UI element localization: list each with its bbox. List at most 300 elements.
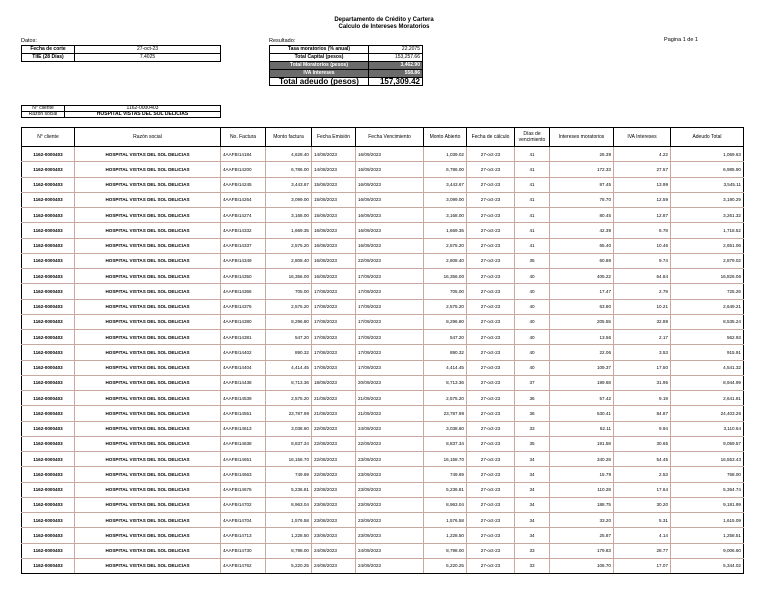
cell-dias-vencimiento: 36 — [515, 406, 550, 421]
cell-no-factura: 4AAFBI14380 — [221, 314, 266, 329]
cell-fecha-calculo: 27-oct-23 — [467, 360, 515, 375]
cell-monto-factura: 16,158.70 — [266, 452, 312, 467]
cell-fecha-emision: 23/08/2023 — [312, 497, 356, 512]
cell-monto-abierto: 8,713.36 — [424, 375, 467, 390]
cell-iva-intereses: 17.07 — [614, 558, 671, 573]
cell-monto-abierto: 547.20 — [424, 330, 467, 345]
cell-fecha-calculo: 27-oct-23 — [467, 467, 515, 482]
cell-intereses-moratorios: 405.22 — [550, 269, 614, 284]
cell-monto-abierto: 8,296.80 — [424, 314, 467, 329]
cell-iva-intereses: 32.89 — [614, 314, 671, 329]
cell-intereses-moratorios: 191.58 — [550, 436, 614, 451]
cell-fecha-emision: 17/08/2023 — [312, 299, 356, 314]
cell-fecha-vencimiento: 23/09/2023 — [356, 467, 424, 482]
razon-social-value: HOSPITAL VISTAS DEL SOL DELICIAS — [65, 112, 221, 118]
cell-razon-social: HOSPITAL VISTAS DEL SOL DELICIAS — [75, 406, 221, 421]
table-row — [22, 238, 744, 253]
cell-fecha-calculo: 27-oct-23 — [467, 558, 515, 573]
cell-dias-vencimiento: 41 — [515, 223, 550, 238]
cell-adeudo-total: 2,651.06 — [671, 238, 744, 253]
cell-intereses-moratorios: 63.80 — [550, 299, 614, 314]
cell-num-cliente: 1162-0000403 — [22, 177, 75, 192]
cell-dias-vencimiento: 35 — [515, 436, 550, 451]
cell-fecha-vencimiento: 17/09/2023 — [356, 330, 424, 345]
cell-monto-factura: 4,414.45 — [266, 360, 312, 375]
cell-iva-intereses: 12.87 — [614, 208, 671, 223]
cell-fecha-calculo: 27-oct-23 — [467, 482, 515, 497]
cell-no-factura: 4AAFBI14366 — [221, 284, 266, 299]
cell-fecha-emision: 14/08/2023 — [312, 162, 356, 177]
cell-adeudo-total: 9,059.57 — [671, 436, 744, 451]
cell-num-cliente: 1162-0000403 — [22, 558, 75, 573]
cell-fecha-calculo: 27-oct-23 — [467, 238, 515, 253]
cell-fecha-vencimiento: 23/09/2023 — [356, 482, 424, 497]
cell-dias-vencimiento: 41 — [515, 238, 550, 253]
cell-num-cliente: 1162-0000403 — [22, 543, 75, 558]
cell-razon-social: HOSPITAL VISTAS DEL SOL DELICIAS — [75, 421, 221, 436]
col-header-adeudo-total: Adeudo Total — [671, 128, 744, 147]
iva-intereses-label: IVA Intereses — [270, 70, 369, 78]
tiie-value: 7.4025 — [75, 54, 221, 62]
total-moratorios-value: 3,462.90 — [369, 62, 423, 70]
cell-monto-factura: 2,575.20 — [266, 238, 312, 253]
cell-monto-factura: 8,837.34 — [266, 436, 312, 451]
cell-monto-factura: 2,575.20 — [266, 299, 312, 314]
table-row — [22, 543, 744, 558]
cell-monto-abierto: 3,099.00 — [424, 192, 467, 207]
table-row — [22, 467, 744, 482]
cell-monto-factura: 3,038.60 — [266, 421, 312, 436]
cell-iva-intereses: 10.21 — [614, 299, 671, 314]
fecha-corte-label: Fecha de corte — [22, 46, 75, 54]
cell-no-factura: 4AAFBI14713 — [221, 528, 266, 543]
cell-fecha-emision: 22/08/2023 — [312, 436, 356, 451]
cell-dias-vencimiento: 40 — [515, 269, 550, 284]
cell-iva-intereses: 9.74 — [614, 253, 671, 268]
razon-social-label: Razón social — [22, 112, 65, 118]
table-row — [22, 253, 744, 268]
cell-adeudo-total: 3,110.64 — [671, 421, 744, 436]
cell-monto-factura: 749.69 — [266, 467, 312, 482]
cell-num-cliente: 1162-0000403 — [22, 284, 75, 299]
cell-intereses-moratorios: 17.47 — [550, 284, 614, 299]
num-cliente-value: 1162-0000403 — [65, 106, 221, 112]
cell-fecha-calculo: 27-oct-23 — [467, 543, 515, 558]
cell-razon-social: HOSPITAL VISTAS DEL SOL DELICIAS — [75, 467, 221, 482]
cell-num-cliente: 1162-0000403 — [22, 528, 75, 543]
cell-num-cliente: 1162-0000403 — [22, 345, 75, 360]
cell-monto-factura: 890.32 — [266, 345, 312, 360]
cell-fecha-emision: 17/08/2023 — [312, 314, 356, 329]
cell-razon-social: HOSPITAL VISTAS DEL SOL DELICIAS — [75, 223, 221, 238]
cell-intereses-moratorios: 199.68 — [550, 375, 614, 390]
cell-fecha-calculo: 27-oct-23 — [467, 391, 515, 406]
cell-iva-intereses: 31.95 — [614, 375, 671, 390]
cell-dias-vencimiento: 41 — [515, 192, 550, 207]
cell-fecha-calculo: 27-oct-23 — [467, 528, 515, 543]
cell-razon-social: HOSPITAL VISTAS DEL SOL DELICIAS — [75, 345, 221, 360]
cell-adeudo-total: 562.93 — [671, 330, 744, 345]
cell-adeudo-total: 3,190.29 — [671, 192, 744, 207]
cell-num-cliente: 1162-0000403 — [22, 513, 75, 528]
cell-monto-abierto: 2,808.40 — [424, 253, 467, 268]
col-header-monto-abierto: Monto Abierto — [424, 128, 467, 147]
cell-fecha-calculo: 27-oct-23 — [467, 497, 515, 512]
cell-monto-factura: 23,787.98 — [266, 406, 312, 421]
cell-num-cliente: 1162-0000403 — [22, 375, 75, 390]
table-row — [22, 269, 744, 284]
cell-no-factura: 4AAFBI14402 — [221, 345, 266, 360]
cell-dias-vencimiento: 41 — [515, 177, 550, 192]
cell-monto-factura: 5,236.81 — [266, 482, 312, 497]
cell-monto-abierto: 8,963.04 — [424, 497, 467, 512]
cell-num-cliente: 1162-0000403 — [22, 162, 75, 177]
invoices-table — [21, 127, 744, 574]
cell-num-cliente: 1162-0000403 — [22, 314, 75, 329]
cell-monto-abierto: 2,575.20 — [424, 238, 467, 253]
cell-monto-factura: 8,296.80 — [266, 314, 312, 329]
cell-fecha-calculo: 27-oct-23 — [467, 208, 515, 223]
col-header-fecha-emision: Fecha Emisión — [312, 128, 356, 147]
cliente-table — [21, 105, 221, 118]
cell-adeudo-total: 2,649.21 — [671, 299, 744, 314]
cell-fecha-calculo: 27-oct-23 — [467, 147, 515, 162]
cell-fecha-vencimiento: 17/09/2023 — [356, 299, 424, 314]
datos-table — [21, 45, 221, 62]
cell-intereses-moratorios: 42.39 — [550, 223, 614, 238]
cell-monto-abierto: 1,576.58 — [424, 513, 467, 528]
cell-no-factura: 4AAFBI14184 — [221, 147, 266, 162]
resultado-table — [269, 45, 423, 86]
cell-intereses-moratorios: 62.11 — [550, 421, 614, 436]
cell-monto-abierto: 23,787.98 — [424, 406, 467, 421]
cell-fecha-vencimiento: 16/09/2023 — [356, 177, 424, 192]
cell-fecha-emision: 18/08/2023 — [312, 375, 356, 390]
cell-no-factura: 4AAFBI14539 — [221, 391, 266, 406]
cell-fecha-emision: 17/08/2023 — [312, 330, 356, 345]
cell-fecha-vencimiento: 20/09/2023 — [356, 375, 424, 390]
cell-fecha-vencimiento: 16/09/2023 — [356, 208, 424, 223]
cell-iva-intereses: 6.78 — [614, 223, 671, 238]
cell-fecha-emision: 23/08/2023 — [312, 513, 356, 528]
cell-no-factura: 4AAFBI14438 — [221, 375, 266, 390]
total-moratorios-label: Total Moratorios (pesos) — [270, 62, 369, 70]
cell-fecha-vencimiento: 16/09/2023 — [356, 162, 424, 177]
page-indicator: Pagina 1 de 1 — [664, 37, 698, 43]
cell-intereses-moratorios: 13.56 — [550, 330, 614, 345]
cell-razon-social: HOSPITAL VISTAS DEL SOL DELICIAS — [75, 253, 221, 268]
cell-monto-abierto: 16,356.00 — [424, 269, 467, 284]
col-header-intereses-moratorios: Intereses moratorios — [550, 128, 614, 147]
cell-iva-intereses: 9.94 — [614, 421, 671, 436]
cell-fecha-vencimiento: 23/09/2023 — [356, 528, 424, 543]
cell-monto-abierto: 8,837.34 — [424, 436, 467, 451]
cell-fecha-vencimiento: 23/09/2023 — [356, 513, 424, 528]
iva-intereses-value: 558.86 — [369, 70, 423, 78]
cell-dias-vencimiento: 41 — [515, 147, 550, 162]
table-row — [22, 147, 744, 162]
cell-dias-vencimiento: 37 — [515, 375, 550, 390]
cell-monto-abierto: 705.00 — [424, 284, 467, 299]
cell-intereses-moratorios: 109.37 — [550, 360, 614, 375]
resultado-label: Resultado: — [269, 38, 296, 44]
cell-razon-social: HOSPITAL VISTAS DEL SOL DELICIAS — [75, 192, 221, 207]
cell-fecha-vencimiento: 17/09/2023 — [356, 345, 424, 360]
cell-adeudo-total: 5,344.02 — [671, 558, 744, 573]
cell-adeudo-total: 3,545.11 — [671, 177, 744, 192]
cell-fecha-emision: 15/08/2023 — [312, 192, 356, 207]
cell-dias-vencimiento: 41 — [515, 162, 550, 177]
cell-monto-abierto: 6,786.00 — [424, 162, 467, 177]
cell-fecha-calculo: 27-oct-23 — [467, 314, 515, 329]
cell-intereses-moratorios: 340.28 — [550, 452, 614, 467]
cell-adeudo-total: 725.26 — [671, 284, 744, 299]
cell-fecha-calculo: 27-oct-23 — [467, 330, 515, 345]
cell-intereses-moratorios: 188.75 — [550, 497, 614, 512]
cell-fecha-calculo: 27-oct-23 — [467, 253, 515, 268]
cell-adeudo-total: 915.91 — [671, 345, 744, 360]
cell-iva-intereses: 2.79 — [614, 284, 671, 299]
cell-fecha-calculo: 27-oct-23 — [467, 299, 515, 314]
cell-fecha-emision: 24/08/2023 — [312, 558, 356, 573]
cell-iva-intereses: 28.77 — [614, 543, 671, 558]
cell-monto-factura: 1,228.50 — [266, 528, 312, 543]
cell-fecha-emision: 23/08/2023 — [312, 528, 356, 543]
cell-fecha-calculo: 27-oct-23 — [467, 406, 515, 421]
cell-adeudo-total: 16,826.06 — [671, 269, 744, 284]
col-header-num-cliente: N° cliente — [22, 128, 75, 147]
cell-dias-vencimiento: 40 — [515, 284, 550, 299]
cell-intereses-moratorios: 65.40 — [550, 238, 614, 253]
cell-adeudo-total: 8,944.99 — [671, 375, 744, 390]
cell-no-factura: 4AAFBI14332 — [221, 223, 266, 238]
table-row — [22, 406, 744, 421]
cell-monto-factura: 4,628.40 — [266, 147, 312, 162]
cell-no-factura: 4AAFBI14349 — [221, 253, 266, 268]
cell-monto-abierto: 2,575.20 — [424, 299, 467, 314]
table-row — [22, 314, 744, 329]
cell-fecha-vencimiento: 21/09/2023 — [356, 406, 424, 421]
cell-no-factura: 4AAFBI14638 — [221, 436, 266, 451]
cell-razon-social: HOSPITAL VISTAS DEL SOL DELICIAS — [75, 314, 221, 329]
cell-fecha-vencimiento: 16/09/2023 — [356, 223, 424, 238]
cell-num-cliente: 1162-0000403 — [22, 253, 75, 268]
cell-no-factura: 4AAFBI14337 — [221, 238, 266, 253]
cell-monto-factura: 16,356.00 — [266, 269, 312, 284]
cell-adeudo-total: 8,535.24 — [671, 314, 744, 329]
cell-intereses-moratorios: 87.45 — [550, 177, 614, 192]
cell-intereses-moratorios: 33.20 — [550, 513, 614, 528]
col-header-iva-intereses: IVA Intereses — [614, 128, 671, 147]
cell-monto-factura: 3,099.00 — [266, 192, 312, 207]
cell-num-cliente: 1162-0000403 — [22, 391, 75, 406]
cell-no-factura: 4AAFBI14551 — [221, 406, 266, 421]
cell-razon-social: HOSPITAL VISTAS DEL SOL DELICIAS — [75, 543, 221, 558]
cell-dias-vencimiento: 36 — [515, 391, 550, 406]
cell-intereses-moratorios: 205.55 — [550, 314, 614, 329]
cell-iva-intereses: 17.50 — [614, 360, 671, 375]
cell-fecha-vencimiento: 22/09/2023 — [356, 253, 424, 268]
report-subtitle: Calculo de Intereses Moratorios — [338, 24, 430, 30]
cell-fecha-calculo: 27-oct-23 — [467, 177, 515, 192]
num-cliente-label: N° cliente — [22, 106, 65, 112]
cell-fecha-calculo: 27-oct-23 — [467, 436, 515, 451]
table-row — [22, 223, 744, 238]
cell-fecha-emision: 17/08/2023 — [312, 360, 356, 375]
cell-fecha-calculo: 27-oct-23 — [467, 452, 515, 467]
col-header-dias-vencimiento: Días de vencimiento — [515, 128, 550, 147]
cell-monto-abierto: 8,798.00 — [424, 543, 467, 558]
cell-monto-abierto: 2,575.20 — [424, 391, 467, 406]
cell-razon-social: HOSPITAL VISTAS DEL SOL DELICIAS — [75, 452, 221, 467]
cell-intereses-moratorios: 172.33 — [550, 162, 614, 177]
cell-razon-social: HOSPITAL VISTAS DEL SOL DELICIAS — [75, 147, 221, 162]
cell-monto-factura: 8,713.36 — [266, 375, 312, 390]
cell-intereses-moratorios: 530.41 — [550, 406, 614, 421]
cell-no-factura: 4AAFBI14381 — [221, 330, 266, 345]
cell-monto-factura: 1,669.35 — [266, 223, 312, 238]
cell-monto-factura: 6,786.00 — [266, 162, 312, 177]
cell-intereses-moratorios: 110.28 — [550, 482, 614, 497]
cell-monto-abierto: 749.69 — [424, 467, 467, 482]
cell-adeudo-total: 9,181.99 — [671, 497, 744, 512]
cell-monto-abierto: 890.32 — [424, 345, 467, 360]
cell-iva-intereses: 4.14 — [614, 528, 671, 543]
cell-fecha-calculo: 27-oct-23 — [467, 284, 515, 299]
cell-fecha-calculo: 27-oct-23 — [467, 192, 515, 207]
table-row — [22, 177, 744, 192]
table-row — [22, 436, 744, 451]
cell-iva-intereses: 13.99 — [614, 177, 671, 192]
cell-iva-intereses: 17.64 — [614, 482, 671, 497]
cell-fecha-calculo: 27-oct-23 — [467, 269, 515, 284]
table-row — [22, 360, 744, 375]
cell-razon-social: HOSPITAL VISTAS DEL SOL DELICIAS — [75, 497, 221, 512]
table-body — [22, 147, 744, 574]
cell-dias-vencimiento: 33 — [515, 421, 550, 436]
cell-no-factura: 4AAFBI14730 — [221, 543, 266, 558]
cell-num-cliente: 1162-0000403 — [22, 223, 75, 238]
cell-monto-abierto: 16,158.70 — [424, 452, 467, 467]
cell-fecha-emision: 17/08/2023 — [312, 345, 356, 360]
cell-no-factura: 4AAFBI14274 — [221, 208, 266, 223]
cell-fecha-calculo: 27-oct-23 — [467, 345, 515, 360]
cell-fecha-vencimiento: 17/09/2023 — [356, 284, 424, 299]
cell-adeudo-total: 4,541.32 — [671, 360, 744, 375]
cell-iva-intereses: 30.65 — [614, 436, 671, 451]
total-capital-label: Total Capital (pesos) — [270, 54, 369, 62]
total-capital-value: 153,257.66 — [369, 54, 423, 62]
cell-iva-intereses: 84.87 — [614, 406, 671, 421]
cell-monto-factura: 3,168.00 — [266, 208, 312, 223]
table-row — [22, 528, 744, 543]
table-row — [22, 192, 744, 207]
cell-dias-vencimiento: 40 — [515, 360, 550, 375]
cell-monto-abierto: 1,228.50 — [424, 528, 467, 543]
cell-monto-factura: 547.20 — [266, 330, 312, 345]
cell-monto-factura: 2,808.40 — [266, 253, 312, 268]
cell-fecha-emision: 17/08/2023 — [312, 284, 356, 299]
table-row — [22, 345, 744, 360]
cell-no-factura: 4AAFBI14200 — [221, 162, 266, 177]
cell-adeudo-total: 16,553.43 — [671, 452, 744, 467]
col-header-fecha-calculo: Fecha de cálculo — [467, 128, 515, 147]
cell-monto-factura: 3,443.67 — [266, 177, 312, 192]
cell-adeudo-total: 6,985.90 — [671, 162, 744, 177]
cell-razon-social: HOSPITAL VISTAS DEL SOL DELICIAS — [75, 513, 221, 528]
col-header-monto-factura: Monto factura — [266, 128, 312, 147]
cell-no-factura: 4AAFBI14651 — [221, 452, 266, 467]
cell-no-factura: 4AAFBI14350 — [221, 269, 266, 284]
table-row — [22, 558, 744, 573]
cell-monto-abierto: 3,038.60 — [424, 421, 467, 436]
cell-dias-vencimiento: 34 — [515, 482, 550, 497]
table-row — [22, 391, 744, 406]
cell-num-cliente: 1162-0000403 — [22, 467, 75, 482]
table-row — [22, 421, 744, 436]
cell-num-cliente: 1162-0000403 — [22, 406, 75, 421]
cell-num-cliente: 1162-0000403 — [22, 208, 75, 223]
cell-fecha-emision: 22/08/2023 — [312, 452, 356, 467]
cell-iva-intereses: 2.17 — [614, 330, 671, 345]
cell-intereses-moratorios: 80.45 — [550, 208, 614, 223]
cell-fecha-calculo: 27-oct-23 — [467, 375, 515, 390]
cell-fecha-calculo: 27-oct-23 — [467, 421, 515, 436]
cell-no-factura: 4AAFBI14663 — [221, 467, 266, 482]
cell-adeudo-total: 2,641.81 — [671, 391, 744, 406]
cell-iva-intereses: 2.53 — [614, 467, 671, 482]
cell-fecha-emision: 16/08/2023 — [312, 269, 356, 284]
cell-fecha-emision: 23/08/2023 — [312, 482, 356, 497]
cell-fecha-emision: 24/08/2023 — [312, 543, 356, 558]
cell-fecha-emision: 14/08/2023 — [312, 147, 356, 162]
cell-dias-vencimiento: 34 — [515, 467, 550, 482]
cell-intereses-moratorios: 179.83 — [550, 543, 614, 558]
report-department-title: Departamento de Crédito y Cartera — [334, 17, 434, 23]
cell-fecha-emision: 16/08/2023 — [312, 238, 356, 253]
cell-fecha-vencimiento: 17/09/2023 — [356, 360, 424, 375]
cell-dias-vencimiento: 35 — [515, 253, 550, 268]
cell-razon-social: HOSPITAL VISTAS DEL SOL DELICIAS — [75, 284, 221, 299]
cell-razon-social: HOSPITAL VISTAS DEL SOL DELICIAS — [75, 482, 221, 497]
cell-monto-factura: 8,963.04 — [266, 497, 312, 512]
cell-monto-abierto: 1,039.02 — [424, 147, 467, 162]
col-header-razon-social: Razón social — [75, 128, 221, 147]
cell-iva-intereses: 64.84 — [614, 269, 671, 284]
cell-fecha-vencimiento: 16/09/2023 — [356, 147, 424, 162]
tasa-moratorios-label: Tasa moratorios (% anual) — [270, 46, 369, 54]
cell-dias-vencimiento: 40 — [515, 330, 550, 345]
cell-razon-social: HOSPITAL VISTAS DEL SOL DELICIAS — [75, 162, 221, 177]
cell-iva-intereses: 54.45 — [614, 452, 671, 467]
cell-monto-factura: 1,576.58 — [266, 513, 312, 528]
total-adeudo-label: Total adeudo (pesos) — [270, 78, 369, 86]
cell-razon-social: HOSPITAL VISTAS DEL SOL DELICIAS — [75, 208, 221, 223]
cell-num-cliente: 1162-0000403 — [22, 482, 75, 497]
cell-no-factura: 4AAFBI14245 — [221, 177, 266, 192]
cell-fecha-vencimiento: 24/09/2023 — [356, 421, 424, 436]
cell-monto-factura: 8,798.00 — [266, 543, 312, 558]
table-row — [22, 482, 744, 497]
cell-fecha-vencimiento: 21/09/2023 — [356, 391, 424, 406]
cell-fecha-emision: 16/08/2023 — [312, 253, 356, 268]
cell-num-cliente: 1162-0000403 — [22, 436, 75, 451]
table-row — [22, 497, 744, 512]
cell-adeudo-total: 1,258.51 — [671, 528, 744, 543]
cell-iva-intereses: 9.19 — [614, 391, 671, 406]
col-header-fecha-vencimiento: Fecha Vencimiento — [356, 128, 424, 147]
cell-iva-intereses: 5.31 — [614, 513, 671, 528]
